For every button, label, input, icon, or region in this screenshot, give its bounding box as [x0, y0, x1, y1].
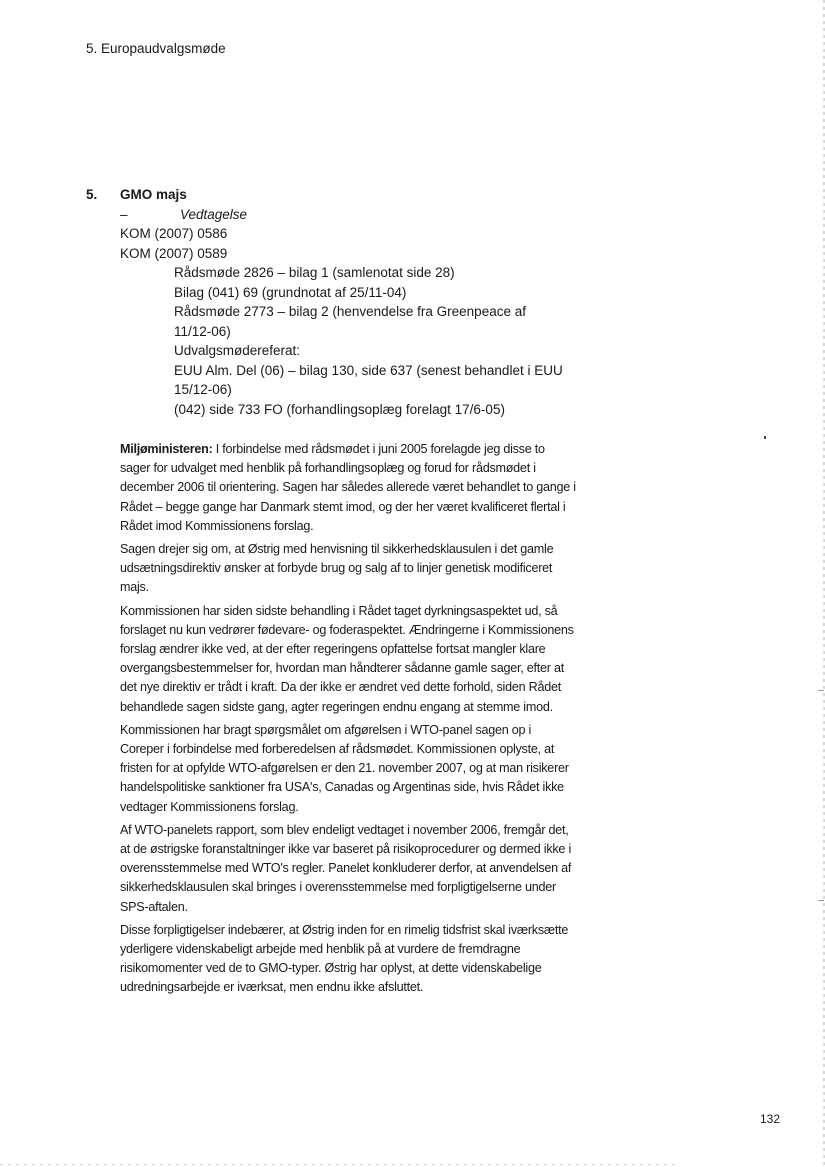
scan-edge-bottom [0, 1164, 680, 1165]
reference-line: Bilag (041) 69 (grundnotat af 25/11-04) [174, 284, 407, 300]
reference-line: Rådsmøde 2826 – bilag 1 (samlenotat side 28) [174, 265, 455, 280]
paragraph: Kommissionen har siden sidste behandling i Rådet taget dyrkningsaspektet ud, så forslaget nu kun vedrører fødevare- og foderaspektet. Ændringerne i Kommissionens forslag ændrer ikke ved, at der efter regeringens opfattelse fortsat mangler klare overgangsbestemmelser for, hvordan man håndterer sådanne gamle sager, efter at det nye direktiv er trådt i kraft. Da der ikke er ændret ved dette forhold, siden Rådet behandlede sagen sidste gang, agter regeringen endnu engang at stemme imod. [120, 603, 574, 714]
reference-line: 15/12-06) [174, 382, 232, 397]
agenda-title-text: GMO majs [120, 187, 187, 202]
page-number: 132 [760, 1112, 781, 1126]
kom-reference: KOM (2007) 0589 [120, 245, 228, 261]
reference-line: (042) side 733 FO (forhandlingsoplæg forelagt 17/6-05) [174, 401, 505, 417]
body-text [120, 440, 576, 1002]
paragraph-text: I forbindelse med rådsmødet i juni 2005 forelagde jeg disse to sager for udvalget med henblik på forhandlingsoplæg og forud for rådsmødet i december 2006 til orientering. Sagen har således allerede været behandlet to gange i Rådet – begge gange har Danmark stemt imod, og der her været kvalificeret flertal i Rådet imod Kommissionens forslag. [120, 442, 576, 533]
agenda-decision [86, 205, 606, 225]
reference-list [86, 263, 606, 419]
reference-line: Udvalgsmødereferat: [174, 343, 301, 358]
agenda-dash: – [120, 206, 128, 222]
reference-line: Rådsmøde 2773 – bilag 2 (henvendelse fra Greenpeace af [174, 304, 526, 319]
agenda-title [86, 185, 606, 205]
page-header: 5. Europaudvalgsmøde [86, 41, 226, 56]
scan-tick [818, 690, 824, 691]
scan-tick [818, 900, 824, 901]
paragraph: Sagen drejer sig om, at Østrig med henvisning til sikkerhedsklausulen i det gamle udsætningsdirektiv ønsker at forbyde brug og salg af to linjer genetisk modificeret majs. [120, 542, 554, 595]
stray-mark [764, 436, 766, 439]
agenda-item [86, 185, 606, 419]
paragraph: Disse forpligtigelser indebærer, at Østrig inden for en rimelig tidsfrist skal iværksætte yderligere videnskabeligt arbejde med henblik på at vurdere de fremdragne risikomomenter ved de to GMO-typer. Østrig har oplyst, at dette videnskabelige udredningsarbejde er iværksat, men endnu ikke afsluttet. [120, 922, 569, 995]
paragraph: Af WTO-panelets rapport, som blev endeligt vedtaget i november 2006, fremgår det, at de østrigske foranstaltninger ikke var baseret på risikoprocedurer og dermed ikke i overensstemmelse med WTO's regler. Panelet konkluderer derfor, at anvendelsen af sikkerhedsklausulen skal bringes i overensstemmelse med forpligtigelserne under SPS-aftalen. [120, 822, 572, 914]
reference-line: 11/12-06) [174, 323, 231, 339]
reference-line: EUU Alm. Del (06) – bilag 130, side 637 (senest behandlet i EUU [174, 362, 563, 378]
decision-text: Vedtagelse [180, 206, 248, 222]
speaker-label: Miljøministeren: [120, 442, 213, 456]
paragraph: Kommissionen har bragt spørgsmålet om afgørelsen i WTO-panel sagen op i Coreper i forbindelse med forberedelsen af rådsmødet. Kommissionen oplyste, at fristen for at opfylde WTO-afgørelsen er den 21. november 2007, og at man risikerer handelspolitiske sanktioner fra USA's, Canadas og Argentinas side, hvis Rådet ikke vedtager Kommissionens forslag. [120, 722, 569, 814]
paragraph [120, 440, 576, 536]
kom-reference: KOM (2007) 0586 [120, 226, 228, 241]
agenda-number: 5. [86, 187, 98, 202]
